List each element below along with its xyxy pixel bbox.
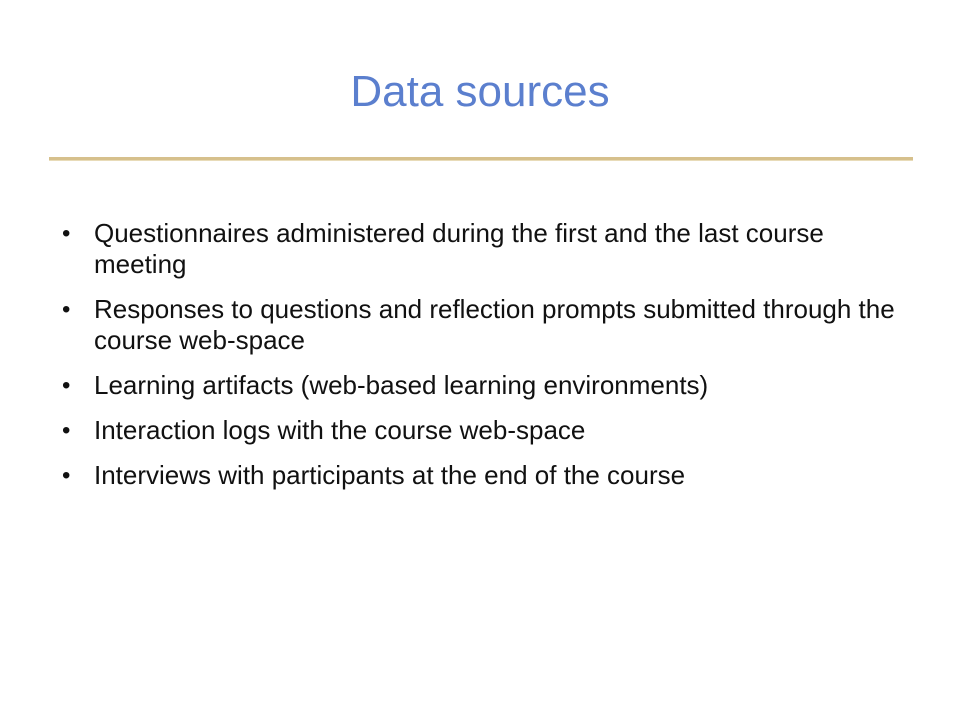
bullet-text: Interviews with participants at the end of the course xyxy=(94,460,686,490)
bullet-text: Learning artifacts (web-based learning environments) xyxy=(94,370,709,400)
title-divider xyxy=(49,157,913,161)
bullet-item xyxy=(60,415,900,446)
bullet-list xyxy=(60,218,900,505)
bullet-item xyxy=(60,460,900,491)
bullet-text: Responses to questions and reflection prompts submitted through the course web-space xyxy=(94,294,895,355)
bullet-icon: • xyxy=(62,372,71,399)
bullet-text: Interaction logs with the course web-space xyxy=(94,415,586,445)
bullet-text: Questionnaires administered during the first and the last course meeting xyxy=(94,218,824,279)
bullet-item xyxy=(60,218,900,280)
bullet-icon: • xyxy=(62,220,71,247)
bullet-item xyxy=(60,370,900,401)
bullet-icon: • xyxy=(62,417,71,444)
bullet-item xyxy=(60,294,900,356)
slide-title: Data sources xyxy=(350,67,610,116)
bullet-icon: • xyxy=(62,462,71,489)
bullet-icon: • xyxy=(62,296,71,323)
